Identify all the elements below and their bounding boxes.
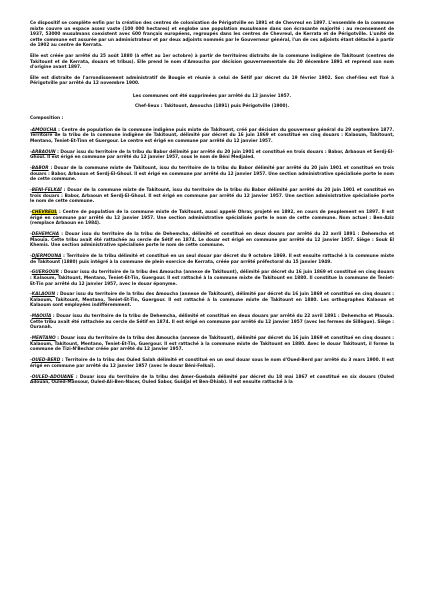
composition-entry: -GUERGOUR : Douar issu du territoire de la tribu des Amoucha (annexe de Takitount), délimité par décret du 16 juin 1869 et constitué en cinq douars : Kalaoum, Takitount, Mentano, Teniet-Et-Tin, Guergour. Il est rattaché à la commune mixte de Takitount en 1880. Il constitue la commune de Teniet-Et-Tin par arrêté du 12 janvier 1957, avec le douar éponyme.	[30, 270, 394, 287]
entry-name: OUED-BERD	[31, 358, 61, 364]
entry-text: : Douar issu du territoire de la tribu des Amoucha (annexe de Takitount), délimité par décret du 16 juin 1869 et constitué en cinq douars : Kalaoum, Takitount, Mentano, Teniet-Et-Tin, Guergour. Il est rattaché à la commune mixte de Takitount en 1880. Les orthographes Kalaoun et Kalaoum sont employées indifféremment.	[30, 292, 394, 309]
composition-entry: -OUED-BERD : Territoire de la tribu des Ouled Salah délimité et constitué en un seul douar sous le nom d'Oued-Berd par arrêté du 3 mars 1900. Il est érigé en commune par arrêté du 12 janvier 1957 (avec le douar Béni-Felkaï).	[30, 358, 394, 369]
entry-text: : Territoire de la tribu des Ouled Salah délimité et constitué en un seul douar sous le nom d'Oued-Berd par arrêté du 3 mars 1900. Il est érigé en commune par arrêté du 12 janvier 1957 (avec le douar Béni-Felkaï).	[30, 358, 394, 369]
entry-text: : Centre de population de la commune indigène puis mixte de Takitount, créé par décision du gouverneur général du 29 septembre 1877. Territoire de la tribu de la commune indigène de Takitount, délimité par décret du 16 juin 1869 et constitué en cinq douars : Kalaoum, Takitount, Mentano, Teniet-Et-Tinn et Guergour. Le centre est érigé en commune par arrêté du 12 janvier 1957.	[30, 127, 394, 144]
composition-entry: -BABOR : Douar de la commune mixte de Takitount, issu du territoire de la tribu du Babor délimité par arrêté du 20 juin 1901 et constitué en trois douars : Babor, Arbaoun et Serdj-El-Ghoul. Il est érigé en commune par arrêté du 12 janvier 1957. Une section administrative spécialisée porte le nom de cette commune.	[30, 166, 394, 183]
composition-entry: -MAOUÏA : Douar issu du territoire de la tribu de Dehemcha, délimité et constitué en deux douars par arrêté du 22 avril 1891 : Dehemcha et Maouïa. Cette tribu avait été rattachée au cercle de Sétif en 1874. Il est érigé en commune par arrêté du 12 janvier 1957 (avec les fermes de Sillègue). Siège : Ouranah.	[30, 314, 394, 331]
composition-list	[30, 128, 394, 386]
entry-text: : Douar issu du territoire de la tribu de Dehemcha, délimité et constitué en deux douars par arrêté du 22 avril 1891 : Dehemcha et Maouïa. Cette tribu avait été rattachée au cercle de Sétif en 1874. Le douar est érigé en commune par arrêté du 12 janvier 1957. Siège : Souk El Khemis. Une section administrative spécialisée porte le nom de cette commune.	[30, 231, 394, 249]
entry-name: DEHEMCHA	[31, 231, 60, 237]
suppressed-line: Les communes ont été supprimées par arrêté du 12 janvier 1957.	[132, 93, 292, 99]
entry-name: BABOR	[31, 166, 49, 172]
entry-text: : Douar issu du territoire de la tribu des Amoucha (annexe de Takitount), délimité par décret du 16 juin 1869 et constitué en cinq douars : Kalaoum, Takitount, Mentano, Teniet-Et-Tin, Guergour. Il est rattaché à la commune mixte de Takitount en 1880. Il constitue la commune de Teniet-Et-Tin par arrêté du 12 janvier 1957, avec le douar éponyme.	[30, 270, 394, 287]
composition-entry: -ARBAOUN : Douar issu du territoire de la tribu du Babor délimité par arrêté du 20 juin 1901 et constitué en trois douars : Babor, Arbaoun et Serdj-El-Ghoul. Il est érigé en commune par arrêté du 12 janvier 1957, sous le nom de Béni Medjaled.	[30, 149, 394, 161]
entry-text: : Douar de la commune mixte de Takitount, issu du territoire de la tribu du Babor délimité par arrêté du 20 juin 1901 et constitué en trois douars : Babor, Arbaoun et Serdj-El-Ghoul. Il est érigé en commune par arrêté du 12 janvier 1957. Une section administrative spécialisée porte le nom de cette commune.	[30, 188, 394, 205]
entry-name: OULED-ADOUANE	[31, 374, 74, 380]
entry-name: AMOUCHA	[31, 127, 57, 133]
composition-entry: -OULED-ADOUANE : Douar issu du territoire de la tribu des Amer-Guebala délimité par décret du 18 mai 1867 et constitué en six douars (Ouled Adouan, Ouled-Mansour, Ouled-Ali-Ben-Nacer, Ouled Sabor, Guidjal et Ben-Dhiab). Il est ensuite rattaché à la	[30, 374, 394, 386]
composition-entry: -DJERMOUNA : Territoire de la tribu délimité et constitué en un seul douar par décret du 9 octobre 1869. Il est ensuite rattaché à la commune mixte de Takitount (1880) puis intégré à la commune de plein exercice de Kerrata, créée par arrêté préfectoral du 15 janvier 1949.	[30, 253, 394, 265]
entry-text: : Douar de la commune mixte de Takitount, issu du territoire de la tribu du Babor délimité par arrêté du 20 juin 1901 et constitué en trois douars : Babor, Arbaoun et Serdj-El-Ghoul. Il est érigé en commune par arrêté du 12 janvier 1957. Une section administrative spécialisée porte le nom de cette commune.	[30, 166, 394, 183]
entry-name: BENI-FELKAÏ	[31, 188, 62, 194]
entry-name: MENTANO	[31, 336, 56, 342]
composition-entry: -BENI-FELKAÏ : Douar de la commune mixte de Takitount, issu du territoire de la tribu du Babor délimité par arrêté du 20 juin 1901 et constitué en trois douars : Babor, Arbaoun et Serdj-El-Ghoul. Il est érigé en commune par arrêté du 12 janvier 1957. Une section administrative spécialisée porte le nom de cette commune.	[30, 188, 394, 205]
entry-text: : Douar issu du territoire de la tribu des Amer-Guebala délimité par décret du 18 mai 1867 et constitué en six douars (Ouled Adouan, Ouled-Mansour, Ouled-Ali-Ben-Nacer, Ouled Sabor, Guidjal et Ben-Dhiab). Il est ensuite rattaché à la	[30, 374, 394, 386]
entry-name: KALAOUN	[31, 292, 56, 298]
entry-name: CHEVREUL	[31, 210, 58, 215]
composition-entry: -DEHEMCHA : Douar issu du territoire de la tribu de Dehemcha, délimité et constitué en deux douars par arrêté du 22 avril 1891 : Dehemcha et Maouïa. Cette tribu avait été rattachée au cercle de Sétif en 1874. Le douar est érigé en commune par arrêté du 12 janvier 1957. Siège : Souk El Khemis. Une section administrative spécialisée porte le nom de cette commune.	[30, 231, 394, 249]
intro-section	[30, 21, 394, 87]
intro-paragraph-2: Elle est créée par arrêté du 25 août 1880 (à effet au 1er octobre) à partir de territoires distraits de la commune indigène de Takitount (centres de Takitount et de Kerrata, douars et tribus). Elle prend le nom d'Amoucha par décision gouvernementale du 20 décembre 1891 et reprend son nom d'origine avant 1897.	[30, 53, 394, 71]
composition-entry: -AMOUCHA : Centre de population de la commune indigène puis mixte de Takitount, créé par décision du gouverneur général du 29 septembre 1877. Territoire de la tribu de la commune indigène de Takitount, délimité par décret du 16 juin 1869 et constitué en cinq douars : Kalaoum, Takitount, Mentano, Teniet-Et-Tinn et Guergour. Le centre est érigé en commune par arrêté du 12 janvier 1957.	[30, 127, 394, 144]
entry-name: GUERGOUR	[31, 270, 59, 276]
entry-text: : Douar issu du territoire de la tribu de Dehemcha, délimité et constitué en deux douars par arrêté du 22 avril 1891 : Dehemcha et Maouïa. Cette tribu avait été rattachée au cercle de Sétif en 1874. Il est érigé en commune par arrêté du 12 janvier 1957 (avec les fermes de Sillègue). Siège : Ouranah.	[30, 314, 394, 331]
composition-entry: -MENTANO : Douar issu du territoire de la tribu des Amoucha (annexe de Takitount), délimité par décret du 16 juin 1869 et constitué en cinq douars : Kalaoum, Takitount, Mentano, Teniet-Et-Tin, Guergour. Il est rattaché à la commune mixte de Takitount en 1880. Avec le douar Takitount, il forme la commune de Tizi-N'Bechar créée par arrêté du 12 janvier 1957.	[30, 336, 394, 353]
composition-entry: -KALAOUN : Douar issu du territoire de la tribu des Amoucha (annexe de Takitount), délimité par décret du 16 juin 1869 et constitué en cinq douars : Kalaoum, Takitount, Mentano, Teniet-Et-Tin, Guergour. Il est rattaché à la commune mixte de Takitount en 1880. Les orthographes Kalaoun et Kalaoum sont employées indifféremment.	[30, 292, 394, 309]
chef-lieu-line: Chef-lieux : Takitount, Amoucha (1891) puis Périgotville (1900).	[134, 103, 290, 109]
intro-paragraph-1: Ce dispositif se complète enfin par la création des centres de colonisation de Périgotville en 1891 et de Chevreul en 1897. L'ensemble de la commune mixte couvre un espace assez vaste (100 000 hectares) et englobe une population musulmane dans son écrasante majorité : au recensement de 1937, 53000 musulmans coexistent avec 600 français européens, regroupés dans les centres de Chevreul, de Kerrata et de Périgotville. L'unité de cette commune est assurée par un administrateur et par deux adjoints nommés par le Gouverneur général, l'un de ces adjoints étant détaché à partir de 1902 au centre de Kerrata.	[30, 21, 394, 49]
composition-entry: -CHEVREUL : Centre de population de la commune mixte de Takitount, aussi appelé Ohrar, projeté en 1892, en cours de peuplement en 1897. Il est érigé en commune par arrêté du 12 janvier 1957. Une section administrative spécialisée porte le nom de cette commune. Nom actuel : Ben-Aziz (remplace Arbaoun en 1984).	[30, 210, 394, 227]
entry-text: : Centre de population de la commune mixte de Takitount, aussi appelé Ohrar, projeté en 1892, en cours de peuplement en 1897. Il est érigé en commune par arrêté du 12 janvier 1957. Une section administrative spécialisée porte le nom de cette commune. Nom actuel : Ben-Aziz (remplace Arbaoun en 1984).	[30, 210, 394, 227]
entry-text: : Douar issu du territoire de la tribu du Babor délimité par arrêté du 20 juin 1901 et constitué en trois douars : Babor, Arbaoun et Serdj-El-Ghoul. Il est érigé en commune par arrêté du 12 janvier 1957, sous le nom de Béni Medjaled.	[30, 149, 394, 161]
entry-name: MAOUÏA	[31, 314, 52, 320]
entry-name: DJERMOUNA	[31, 253, 62, 259]
intro-paragraph-3: Elle est distraite de l'arrondissement administratif de Bougie et réunie à celui de Sétif par décret du 19 février 1902. Son chef-lieu est fixé à Périgotville par arrêté du 12 novembre 1900.	[30, 75, 394, 87]
composition-heading: Composition :	[30, 116, 64, 122]
entry-text: : Douar issu du territoire de la tribu des Amoucha (annexe de Takitount), délimité par décret du 16 juin 1869 et constitué en cinq douars : Kalaoum, Takitount, Mentano, Teniet-Et-Tin, Guergour. Il est rattaché à la commune mixte de Takitount en 1880. Avec le douar Takitount, il forme la commune de Tizi-N'Bechar créée par arrêté du 12 janvier 1957.	[30, 336, 394, 353]
entry-name: ARBAOUN	[31, 149, 56, 155]
entry-text: : Territoire de la tribu délimité et constitué en un seul douar par décret du 9 octobre 1869. Il est ensuite rattaché à la commune mixte de Takitount (1880) puis intégré à la commune de plein exercice de Kerrata, créée par arrêté préfectoral du 15 janvier 1949.	[30, 253, 394, 265]
